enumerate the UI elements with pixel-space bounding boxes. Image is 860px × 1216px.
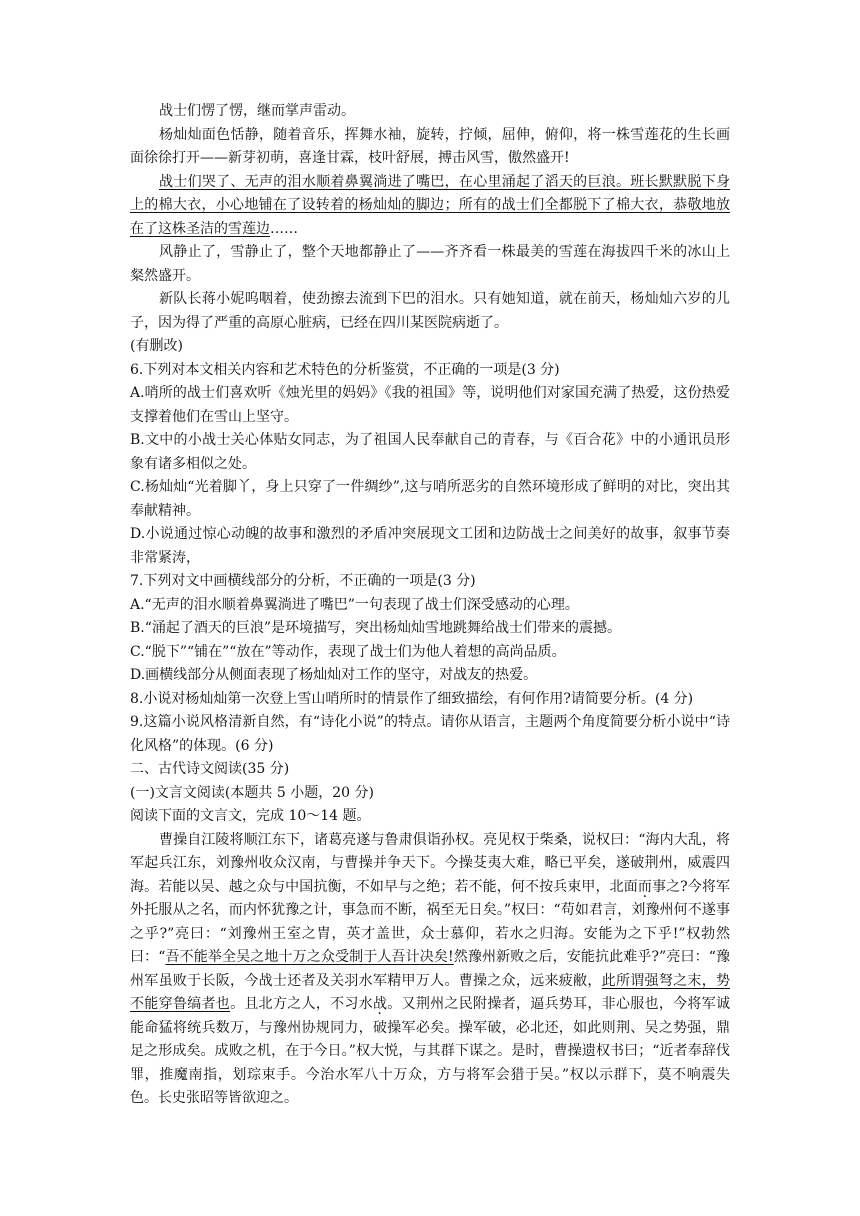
story-paragraph: 新队长蒋小妮呜咽着，使劲擦去流到下巴的泪水。只有她知道，就在前天，杨灿灿六岁的儿子，因为得了严重的高原心脏病，已经在四川某医院病逝了。 <box>130 291 730 331</box>
question-6-option-b: B.文中的小战士关心体贴女同志，为了祖国人民奉献自己的青春，与《百合花》中的小通讯员形象有诸多相似之处。 <box>130 432 730 472</box>
ellipsis: …… <box>270 220 298 237</box>
classical-text: 曹操自江陵将顺江东下，诸葛亮遂与鲁肃俱诣孙权。亮见权于柴桑，说权曰：“海内大乱，将军起兵江东，刘豫州收众汉南，与曹操并争天下。今操芟夷大难，略已平矣，遂破荆州，威震四海。若能以吴、越之众与中国抗衡，不如早与之绝；若不能，何不按兵束甲，北 ·面而事之?今将军外托服从之名，而内怀犹豫之计，事急而不断，祸至无日矣。”权曰：“苟如 ·君言，刘豫州何不遂事之乎?”亮曰：“刘豫州王室之胄，英才盖世，众士慕仰，若水之归海。安能为之下乎!”权勃然曰：“吾不能举全吴之地十万之众受制于人吾计决矣!然豫州新败之后，安能抗此难乎?”亮曰：“豫州军虽败于长阪，今战士还者及关羽水军精甲万人。曹操之众，远来疲敝，此所谓强弩之末，势不能穿鲁缟者也。且北方之人，不习 ·水战。又荆州之民附操者，逼兵势耳，非心服也，今将军诚能命猛将统兵数万，与豫州协规同力，破操军必矣。操军破，必北还，如此则荆、吴之势强，鼎足之形成矣。成败之机，在于今日。”权大悦，与其群下谋之。是时，曹操遗权书曰；“近者奉辞伐罪，推魔南指，划琮束手。今治水军八十万众，方与将军会猎于吴。”权以示群下，莫不响震失色。长史张昭等皆欲迎之。 <box>130 829 730 1111</box>
question-7-option-b: B.“涌起了酒天的巨浪”是环境描写，突出杨灿灿雪地跳舞给战士们带来的震撼。 <box>130 620 622 636</box>
underlined-passage: 战士们哭了、无声的泪水顺着鼻翼淌进了嘴巴，在心里涌起了滔天的巨浪。班长默默脱下身上的棉大衣，小心地铺在了设转着的杨灿灿的脚边；所有的战士们全都脱下了棉大衣，恭敬地放在了这株圣洁的雪莲边 <box>130 173 730 237</box>
document-page <box>130 100 730 1111</box>
dotted-char: 如 · <box>575 902 589 918</box>
question-6-stem: 6.下列对本文相关内容和艺术特色的分析鉴赏，不正确的一项是(3 分) <box>130 361 560 378</box>
question-6-option-c: C.杨灿灿“光着脚丫，身上只穿了一件绸纱”,这与哨所恶劣的自然环境形成了鲜明的对比，突出其奉献精神。 <box>130 479 730 519</box>
underlined-sentence: 吾不能举全吴之地十万之众受制于人吾计决矣! <box>165 949 454 965</box>
story-paragraph: 风静止了，雪静止了，整个天地都静止了——齐齐看一株最美的雪莲在海拔四千米的冰山上粲然盛开。 <box>130 244 730 284</box>
story-paragraph: 杨灿灿面色恬静，随着音乐，挥舞水袖，旋转，拧倾，屈伸，俯仰，将一株雪莲花的生长画面徐徐打开——新芽初萌，喜逢甘霖，枝叶舒展，搏击风雪，傲然盛开! <box>130 126 730 166</box>
question-8: 8.小说对杨灿灿第一次登上雪山哨所时的情景作了细致描绘，有何作用?请简要分析。(4 分) <box>130 690 694 707</box>
dotted-char: 北 · <box>610 879 624 895</box>
question-7-option-a: A.“无声的泪水顺着鼻翼淌进了嘴巴”一句表现了战士们深受感动的心理。 <box>130 596 579 613</box>
question-6-option-d: D.小说通过惊心动魄的故事和激烈的矛盾冲突展现文工团和边防战士之间美好的故事，叙事节奏非常紧涛， <box>130 526 730 566</box>
story-paragraph: 战士们愣了愣，继而掌声雷动。 <box>159 103 355 119</box>
question-6-option-a: A.哨所的战士们喜欢听《烛光里的妈妈》《我的祖国》等，说明他们对家国充满了热爱，这份热爱支撑着他们在雪山上坚守。 <box>130 385 730 425</box>
story-paragraph-underlined <box>130 171 730 242</box>
underlined-sentence: 此所谓强弩之末，势不能穿鲁缟者也 <box>130 972 731 1012</box>
question-7-stem: 7.下列对文中画横线部分的分析，不正确的一项是(3 分) <box>130 573 476 589</box>
dotted-char: 习 · <box>344 996 358 1012</box>
edit-note: (有删改) <box>130 338 183 354</box>
section-title: 二、古代诗文阅读(35 分) <box>130 761 290 777</box>
question-7-option-c: C.“脱下”“铺在”“放在”等动作，表现了战士们为他人着想的高尚品质。 <box>130 643 566 660</box>
subsection-title: (一)文言文阅读(本题共 5 小题，20 分) <box>130 784 374 801</box>
question-7-option-d: D.画横线部分从侧面表现了杨灿灿对工作的坚守，对战友的热爱。 <box>130 667 538 683</box>
question-9: 9.这篇小说风格清新自然，有“诗化小说”的特点。请你从语言，主题两个角度简要分析小说中“诗化风格”的体现。(6 分) <box>130 714 730 754</box>
reading-instruction: 阅读下面的文言文，完成 10～14 题。 <box>130 808 371 824</box>
